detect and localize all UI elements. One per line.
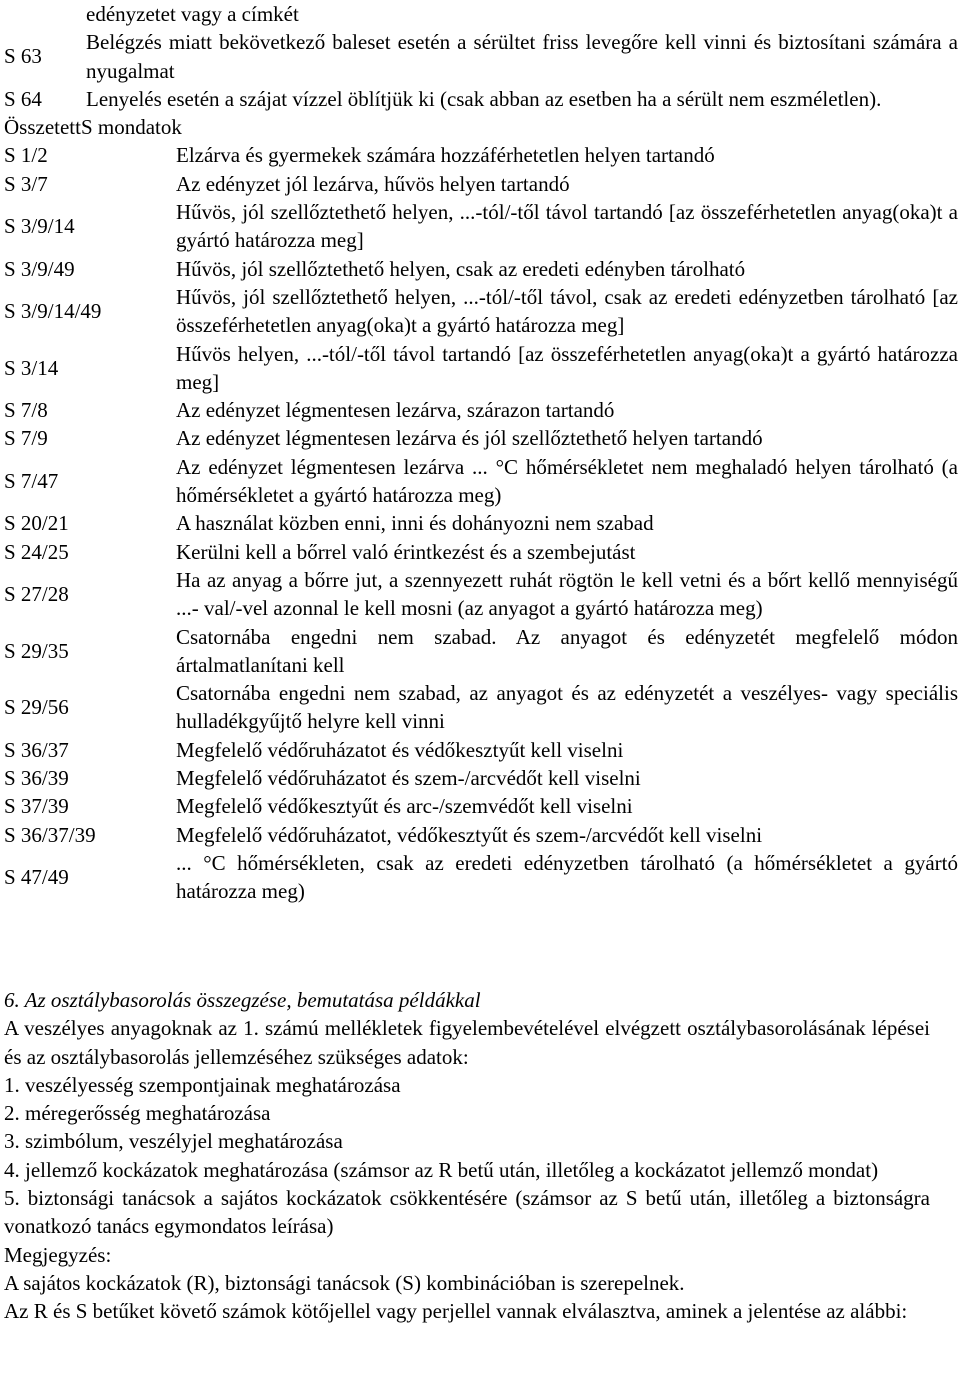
phrase-code: S 37/39 (4, 794, 69, 819)
phrase-code: S 3/14 (4, 355, 59, 380)
phrase-text: Az edényzet légmentesen lezárva ... °C hőmérsékletet nem meghaladó helyen tárolható (a hőmérsékletet a gyártó határozza meg) (176, 454, 958, 508)
phrase-text: Hűvös, jól szellőztethető helyen, ...-tól/-től távol tartandó [az összeférhetetlen anyag(oka)t a gyártó határozza meg] (176, 200, 958, 253)
section-title: 6. Az osztálybasorolás összegzése, bemutatása példákkal (4, 988, 481, 1012)
table-row (0, 0, 960, 28)
table-row (0, 623, 960, 680)
phrase-code: S 3/9/14 (4, 214, 75, 239)
phrase-code: S 3/9/49 (4, 256, 75, 281)
list-item: 2. méregerősség meghatározása (4, 1101, 271, 1126)
phrase-code: S 3/9/14/49 (4, 299, 102, 324)
phrase-code: S 3/7 (4, 171, 48, 196)
phrase-text: Lenyelés esetén a szájat vízzel öblítjük ki (csak abban az esetben ha a sérült nem eszméletlen). (86, 86, 882, 111)
phrase-text: Csatornába engedni nem szabad, az anyagot és az edényzetét a veszélyes- vagy speciális hulladékgyűjtő helyre kell vinni (176, 681, 958, 734)
phrase-text: Hűvös, jól szellőztethető helyen, csak az eredeti edényben tárolható (176, 256, 746, 281)
phrase-code: S 27/28 (4, 582, 69, 607)
list-item: 1. veszélyesség szempontjainak meghatározása (4, 1072, 401, 1097)
table-row (0, 679, 960, 736)
table-row (0, 28, 960, 85)
phrase-code: S 29/56 (4, 695, 69, 720)
phrase-text: ... °C hőmérsékleten, csak az eredeti edényzetben tárolható (a hőmérsékletet a gyártó határozza meg) (176, 850, 958, 904)
phrase-code: S 64 (4, 86, 42, 111)
table-row (0, 141, 960, 169)
phrase-code: S 36/37 (4, 737, 69, 762)
list-item: 4. jellemző kockázatok meghatározása (számsor az R betű után, illetőleg a kockázatot jellemző mondat) (4, 1157, 879, 1182)
section-intro: A veszélyes anyagoknak az 1. számú mellékletek figyelembevételével elvégzett osztálybasorolásának lépései és az osztálybasorolás jellemzéséhez szükséges adatok: (4, 1016, 930, 1069)
classification-summary-section (4, 986, 930, 1326)
phrase-code: S 63 (4, 44, 42, 69)
table-row (0, 453, 960, 510)
table-row (0, 736, 960, 764)
phrase-code: S 7/47 (4, 468, 59, 493)
combined-phrases-heading: ÖsszetettS mondatok (4, 115, 182, 140)
table-row (0, 509, 960, 537)
phrase-text: Megfelelő védőruházatot és védőkesztyűt kell viselni (176, 737, 624, 762)
table-row (0, 283, 960, 340)
table-row (0, 566, 960, 623)
table-row (0, 85, 960, 113)
phrase-text: Megfelelő védőruházatot és szem-/arcvédőt kell viselni (176, 766, 641, 791)
table-row (0, 792, 960, 820)
phrase-code: S 29/35 (4, 638, 69, 663)
phrase-text: Elzárva és gyermekek számára hozzáférhetetlen helyen tartandó (176, 143, 715, 168)
phrase-code: S 36/37/39 (4, 822, 96, 847)
table-row (0, 764, 960, 792)
list-item: 5. biztonsági tanácsok a sajátos kockázatok csökkentésére (számsor az S betű után, illetőleg a biztonságra vonatkozó tanács egymondatos leírása) (4, 1186, 930, 1239)
phrase-text: Megfelelő védőkesztyűt és arc-/szemvédőt kell viselni (176, 794, 633, 819)
phrase-code: S 1/2 (4, 143, 48, 168)
table-row (0, 198, 960, 255)
table-row (0, 821, 960, 849)
phrase-text: edényzetet vagy a címkét (86, 2, 299, 26)
phrase-text: Az edényzet jól lezárva, hűvös helyen tartandó (176, 171, 570, 196)
phrase-text: A használat közben enni, inni és dohányozni nem szabad (176, 511, 654, 536)
table-row (0, 255, 960, 283)
table-row (0, 170, 960, 198)
phrase-text: Megfelelő védőruházatot, védőkesztyűt és szem-/arcvédőt kell viselni (176, 822, 763, 847)
combined-s-phrase-table (0, 141, 960, 905)
phrase-code: S 7/8 (4, 398, 48, 423)
phrase-text: Hűvös, jól szellőztethető helyen, ...-tól/-től távol, csak az eredeti edényzetben tárolható [az összeférhetetlen anyag(oka)t a gyártó határozza meg] (176, 284, 958, 338)
phrase-code: S 7/9 (4, 426, 48, 451)
phrase-text: Belégzés miatt bekövetkező baleset esetén a sérültet friss levegőre kell vinni és biztosítani számára a nyugalmat (86, 30, 958, 83)
list-item: 3. szimbólum, veszélyjel meghatározása (4, 1129, 343, 1154)
phrase-code: S 36/39 (4, 766, 69, 791)
table-row (0, 424, 960, 452)
phrase-code: S 20/21 (4, 511, 69, 536)
phrase-text: Az edényzet légmentesen lezárva, szárazon tartandó (176, 398, 615, 423)
phrase-text: Csatornába engedni nem szabad. Az anyagot és edényzetét megfelelő módon ártalmatlanítani kell (176, 624, 958, 677)
s-phrase-table-continued (0, 0, 960, 113)
table-row (0, 538, 960, 566)
closing-paragraph: Az R és S betűket követő számok kötőjellel vagy perjellel vannak elválasztva, aminek a jelentése az alábbi: (4, 1299, 908, 1324)
phrase-code: S 47/49 (4, 865, 69, 890)
phrase-text: Ha az anyag a bőrre jut, a szennyezett ruhát rögtön le kell vetni és a bőrt kellő mennyiségű ...- val/-vel azonnal le kell mosni (az anyagot a gyártó határozza meg) (176, 567, 958, 621)
table-row (0, 396, 960, 424)
table-row (0, 849, 960, 906)
note-text: A sajátos kockázatok (R), biztonsági tanácsok (S) kombinációban is szerepelnek. (4, 1270, 685, 1295)
phrase-text: Hűvös helyen, ...-tól/-től távol tartandó [az összeférhetetlen anyag(oka)t a gyártó határozza meg] (176, 341, 958, 394)
note-label: Megjegyzés: (4, 1242, 112, 1267)
phrase-text: Az edényzet légmentesen lezárva és jól szellőztethető helyen tartandó (176, 426, 763, 451)
phrase-text: Kerülni kell a bőrrel való érintkezést és a szembejutást (176, 539, 636, 564)
table-row (0, 340, 960, 397)
phrase-code: S 24/25 (4, 539, 69, 564)
